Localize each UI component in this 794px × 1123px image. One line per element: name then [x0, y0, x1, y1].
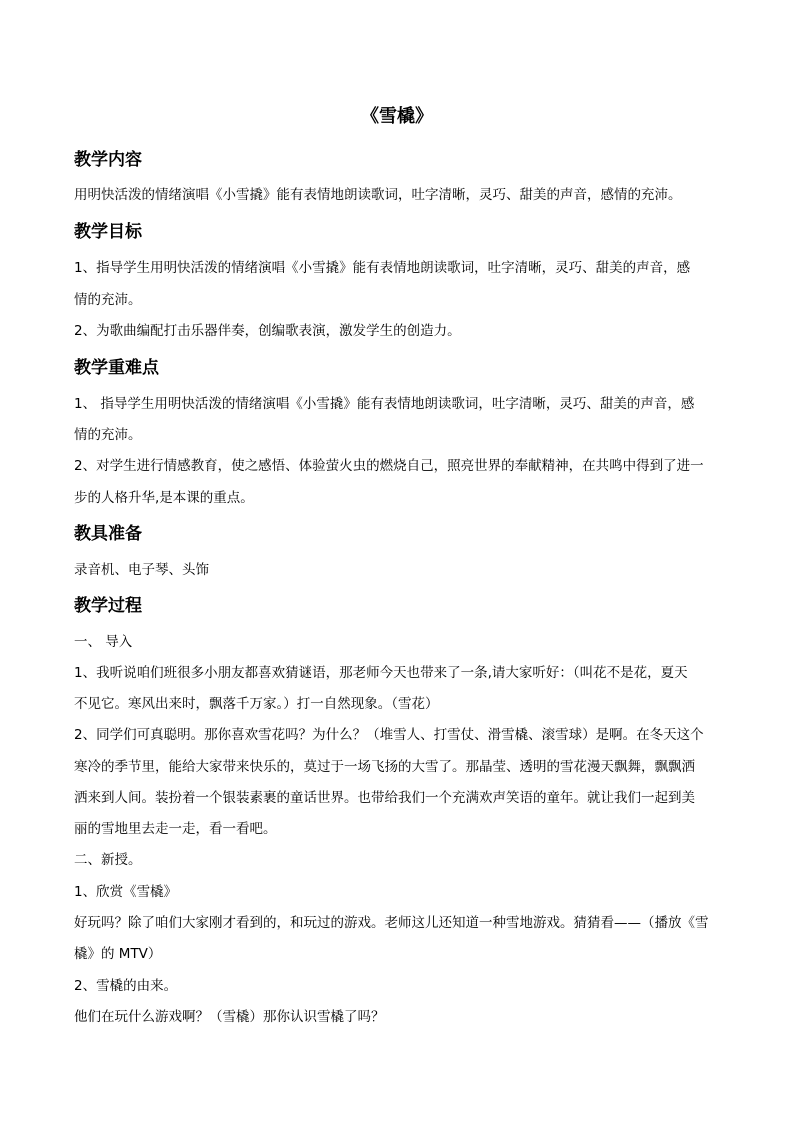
- process-line: 洒来到人间。装扮着一个银装素裹的童话世界。也带给我们一个充满欢声笑语的童年。就让我们一起到美: [74, 790, 695, 806]
- process-line: 2、同学们可真聪明。那你喜欢雪花吗？为什么？（堆雪人、打雪仗、滑雪橇、滚雪球）是啊。在冬天这个: [74, 727, 704, 743]
- process-line: 1、欣赏《雪橇》: [74, 884, 178, 900]
- content-line: 用明快活泼的情绪演唱《小雪撬》能有表情地朗读歌词，吐字清晰，灵巧、甜美的声音，感情的充沛。: [74, 187, 682, 203]
- process-line: 寒冷的季节里，能给大家带来快乐的，莫过于一场飞扬的大雪了。那晶莹、透明的雪花漫天飘舞，飘飘洒: [74, 759, 695, 775]
- process-line: 好玩吗？除了咱们大家刚才看到的，和玩过的游戏。老师这儿还知道一种雪地游戏。猜猜看——（播放《雪: [74, 915, 709, 931]
- key-points-line: 1、 指导学生用明快活泼的情绪演唱《小雪撬》能有表情地朗读歌词，吐字清晰，灵巧、甜美的声音，感: [74, 396, 695, 412]
- goals-line: 1、指导学生用明快活泼的情绪演唱《小雪撬》能有表情地朗读歌词，吐字清晰，灵巧、甜美的声音，感: [74, 260, 691, 276]
- materials-line: 录音机、电子琴、头饰: [74, 562, 209, 578]
- process-line: 丽的雪地里去走一走，看一看吧。: [74, 821, 277, 837]
- goals-line: 2、为歌曲编配打击乐器伴奏，创编歌表演，激发学生的创造力。: [74, 323, 461, 339]
- heading-materials: 教具准备: [74, 524, 142, 544]
- heading-content: 教学内容: [74, 150, 142, 170]
- page-title: 《雪橇》: [361, 106, 433, 127]
- heading-process: 教学过程: [74, 596, 142, 616]
- process-line: 2、雪橇的由来。: [74, 978, 178, 994]
- process-line: 1、我听说咱们班很多小朋友都喜欢猜谜语，那老师今天也带来了一条,请大家听好：（叫花不是花，夏天: [74, 665, 688, 681]
- heading-goals: 教学目标: [74, 222, 142, 242]
- process-line: 一、 导入: [74, 634, 133, 650]
- process-line: 他们在玩什么游戏啊？（雪橇）那你认识雪橇了吗？: [74, 1009, 385, 1025]
- key-points-line: 步的人格升华,是本课的重点。: [74, 490, 254, 506]
- goals-line: 情的充沛。: [74, 292, 142, 308]
- heading-key-points: 教学重难点: [74, 358, 159, 378]
- process-line: 二、新授。: [74, 852, 142, 868]
- process-line: 不见它。寒风出来时，飘落千万家。）打一自然现象。（雪花）: [74, 696, 439, 712]
- process-line: 橇》的 MTV）: [74, 946, 162, 962]
- key-points-line: 情的充沛。: [74, 427, 142, 443]
- key-points-line: 2、对学生进行情感教育，使之感悟、体验萤火虫的燃烧自己，照亮世界的奉献精神，在共鸣中得到了进一: [74, 458, 704, 474]
